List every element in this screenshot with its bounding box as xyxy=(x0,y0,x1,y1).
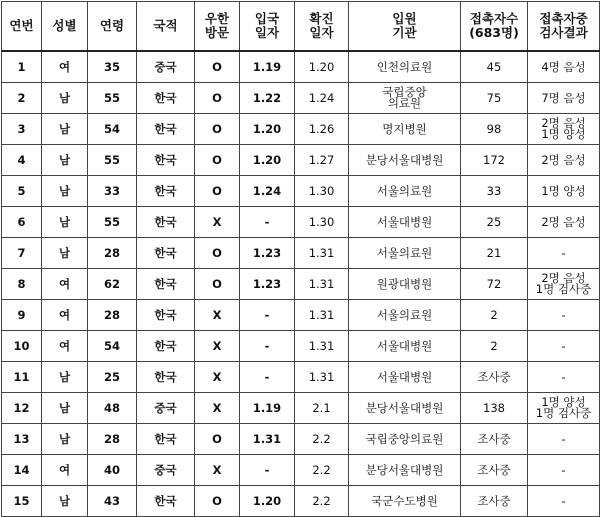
result-line: 1명 검사중 xyxy=(535,406,592,420)
cell-age: 54 xyxy=(88,114,137,145)
table-row xyxy=(2,300,600,331)
cell-wuhan-visit: O xyxy=(195,145,240,176)
cell-confirm-date: 2.1 xyxy=(295,393,349,424)
cell-contact-test-result xyxy=(528,114,600,145)
cell-hospital: 원광대병원 xyxy=(349,269,461,300)
table-body xyxy=(2,51,600,517)
cell-sex: 여 xyxy=(42,51,88,83)
cell-wuhan-visit: X xyxy=(195,300,240,331)
hospital-line: 국립중앙 xyxy=(382,85,427,99)
table-row xyxy=(2,238,600,269)
cell-nationality: 한국 xyxy=(137,424,195,455)
cell-entry-date: - xyxy=(240,362,295,393)
cell-no: 4 xyxy=(2,145,42,176)
cell-nationality: 중국 xyxy=(137,51,195,83)
cell-confirm-date: 1.26 xyxy=(295,114,349,145)
header-wuhan-visit xyxy=(195,2,240,52)
result-line: 2명 음성 xyxy=(541,116,586,130)
cell-entry-date: 1.19 xyxy=(240,51,295,83)
cell-sex: 남 xyxy=(42,145,88,176)
cell-contact-count: 조사중 xyxy=(461,486,528,517)
cell-sex: 남 xyxy=(42,114,88,145)
cell-contact-test-result xyxy=(528,424,600,455)
result-line: 1명 양성 xyxy=(541,184,586,198)
header-line: 기관 xyxy=(392,25,417,40)
cell-hospital: 서울의료원 xyxy=(349,176,461,207)
result-line: - xyxy=(561,494,566,508)
cell-hospital: 분당서울대병원 xyxy=(349,145,461,176)
cell-contact-count: 98 xyxy=(461,114,528,145)
cell-contact-count: 조사중 xyxy=(461,455,528,486)
cell-age: 28 xyxy=(88,424,137,455)
header-line: 확진 xyxy=(309,11,334,26)
result-line: 7명 음성 xyxy=(541,91,586,105)
cell-no: 9 xyxy=(2,300,42,331)
cell-contact-test-result xyxy=(528,145,600,176)
cell-contact-count: 138 xyxy=(461,393,528,424)
header-entry-date xyxy=(240,2,295,52)
table-row xyxy=(2,362,600,393)
cell-no: 8 xyxy=(2,269,42,300)
cell-nationality: 한국 xyxy=(137,114,195,145)
header-line: 접촉자수 xyxy=(469,11,519,26)
table-row xyxy=(2,331,600,362)
result-line: 2명 음성 xyxy=(541,271,586,285)
cell-no: 7 xyxy=(2,238,42,269)
cell-entry-date: 1.24 xyxy=(240,176,295,207)
cell-hospital: 서울의료원 xyxy=(349,300,461,331)
cell-wuhan-visit: O xyxy=(195,238,240,269)
result-line: - xyxy=(561,432,566,446)
cell-contact-count: 72 xyxy=(461,269,528,300)
result-line: - xyxy=(561,246,566,260)
cell-no: 14 xyxy=(2,455,42,486)
table-row xyxy=(2,269,600,300)
result-line: 2명 음성 xyxy=(541,153,586,167)
header-no xyxy=(2,2,42,52)
table-row xyxy=(2,486,600,517)
cell-confirm-date: 1.31 xyxy=(295,238,349,269)
cell-confirm-date: 1.30 xyxy=(295,207,349,238)
cell-nationality: 한국 xyxy=(137,269,195,300)
table-row xyxy=(2,207,600,238)
table-row xyxy=(2,176,600,207)
cell-nationality: 한국 xyxy=(137,238,195,269)
cell-age: 54 xyxy=(88,331,137,362)
cell-entry-date: 1.20 xyxy=(240,486,295,517)
header-line: 우한 xyxy=(204,11,230,26)
cell-confirm-date: 1.24 xyxy=(295,83,349,114)
confirmed-cases-table xyxy=(1,1,600,517)
cell-nationality: 한국 xyxy=(137,331,195,362)
cell-no: 6 xyxy=(2,207,42,238)
cell-entry-date: 1.19 xyxy=(240,393,295,424)
header-line: 일자 xyxy=(309,25,334,40)
cell-hospital xyxy=(349,83,461,114)
table-row xyxy=(2,145,600,176)
cell-wuhan-visit: O xyxy=(195,114,240,145)
cell-confirm-date: 1.31 xyxy=(295,300,349,331)
header-confirm-date xyxy=(295,2,349,52)
cell-contact-test-result xyxy=(528,51,600,83)
cell-confirm-date: 2.2 xyxy=(295,424,349,455)
cell-sex: 남 xyxy=(42,362,88,393)
cell-contact-test-result xyxy=(528,455,600,486)
cell-contact-test-result xyxy=(528,486,600,517)
cell-confirm-date: 1.31 xyxy=(295,331,349,362)
table-row xyxy=(2,455,600,486)
header-line: 방문 xyxy=(204,25,230,40)
cell-hospital: 서울대병원 xyxy=(349,207,461,238)
cell-entry-date: 1.20 xyxy=(240,145,295,176)
cell-entry-date: - xyxy=(240,207,295,238)
table-row xyxy=(2,393,600,424)
table-header xyxy=(2,2,600,52)
result-line: 1명 양성 xyxy=(541,127,586,141)
cell-nationality: 중국 xyxy=(137,393,195,424)
cell-sex: 남 xyxy=(42,207,88,238)
cell-sex: 남 xyxy=(42,393,88,424)
header-line: 성별 xyxy=(52,18,77,33)
header-line: 연령 xyxy=(99,18,125,33)
cell-contact-test-result xyxy=(528,83,600,114)
cell-sex: 여 xyxy=(42,300,88,331)
cell-contact-test-result xyxy=(528,269,600,300)
cell-contact-test-result xyxy=(528,300,600,331)
cell-nationality: 한국 xyxy=(137,486,195,517)
cell-contact-count: 조사중 xyxy=(461,362,528,393)
header-nationality xyxy=(137,2,195,52)
cell-age: 48 xyxy=(88,393,137,424)
header-line: 입원 xyxy=(392,11,417,26)
cell-age: 55 xyxy=(88,207,137,238)
cell-sex: 여 xyxy=(42,331,88,362)
cell-hospital: 국군수도병원 xyxy=(349,486,461,517)
cell-entry-date: - xyxy=(240,300,295,331)
cell-age: 28 xyxy=(88,238,137,269)
header-sex xyxy=(42,2,88,52)
table-row xyxy=(2,83,600,114)
cell-wuhan-visit: X xyxy=(195,455,240,486)
cell-entry-date: 1.22 xyxy=(240,83,295,114)
cell-no: 12 xyxy=(2,393,42,424)
cell-sex: 남 xyxy=(42,176,88,207)
cell-hospital: 분당서울대병원 xyxy=(349,455,461,486)
result-line: 2명 음성 xyxy=(541,215,586,229)
cell-no: 13 xyxy=(2,424,42,455)
cell-entry-date: 1.23 xyxy=(240,238,295,269)
cell-hospital: 분당서울대병원 xyxy=(349,393,461,424)
header-line: 일자 xyxy=(254,25,280,40)
cell-contact-count: 2 xyxy=(461,331,528,362)
cell-sex: 남 xyxy=(42,486,88,517)
cell-hospital: 명지병원 xyxy=(349,114,461,145)
cell-contact-test-result xyxy=(528,393,600,424)
cell-wuhan-visit: O xyxy=(195,176,240,207)
cell-age: 55 xyxy=(88,145,137,176)
header-line: 연번 xyxy=(9,18,34,33)
header-hospital xyxy=(349,2,461,52)
cell-hospital: 인천의료원 xyxy=(349,51,461,83)
header-line: 입국 xyxy=(254,11,280,26)
cell-sex: 남 xyxy=(42,238,88,269)
cell-entry-date: - xyxy=(240,455,295,486)
table-row xyxy=(2,114,600,145)
cell-confirm-date: 1.31 xyxy=(295,269,349,300)
cell-age: 43 xyxy=(88,486,137,517)
cell-wuhan-visit: X xyxy=(195,331,240,362)
cell-hospital: 국립중앙의료원 xyxy=(349,424,461,455)
cell-nationality: 한국 xyxy=(137,207,195,238)
cell-confirm-date: 2.2 xyxy=(295,455,349,486)
cell-confirm-date: 1.31 xyxy=(295,362,349,393)
header-line: 국적 xyxy=(153,18,178,33)
result-line: - xyxy=(561,463,566,477)
cell-no: 15 xyxy=(2,486,42,517)
cell-contact-test-result xyxy=(528,331,600,362)
cell-wuhan-visit: X xyxy=(195,362,240,393)
cell-wuhan-visit: O xyxy=(195,83,240,114)
cell-no: 11 xyxy=(2,362,42,393)
cell-contact-test-result xyxy=(528,362,600,393)
result-line: 4명 음성 xyxy=(541,60,586,74)
cell-nationality: 한국 xyxy=(137,300,195,331)
cell-age: 35 xyxy=(88,51,137,83)
cell-contact-count: 21 xyxy=(461,238,528,269)
header-line: 검사결과 xyxy=(539,25,588,40)
cell-age: 28 xyxy=(88,300,137,331)
cell-no: 5 xyxy=(2,176,42,207)
cell-confirm-date: 1.27 xyxy=(295,145,349,176)
cell-nationality: 중국 xyxy=(137,455,195,486)
cell-sex: 여 xyxy=(42,269,88,300)
cell-wuhan-visit: X xyxy=(195,393,240,424)
cell-wuhan-visit: O xyxy=(195,269,240,300)
result-line: - xyxy=(561,308,566,322)
table-row xyxy=(2,424,600,455)
cell-wuhan-visit: O xyxy=(195,424,240,455)
cell-contact-count: 172 xyxy=(461,145,528,176)
cell-no: 2 xyxy=(2,83,42,114)
cell-nationality: 한국 xyxy=(137,362,195,393)
cell-contact-count: 75 xyxy=(461,83,528,114)
header-contact-count xyxy=(461,2,528,52)
cell-confirm-date: 1.20 xyxy=(295,51,349,83)
cell-sex: 여 xyxy=(42,455,88,486)
result-line: - xyxy=(561,370,566,384)
cell-hospital: 서울대병원 xyxy=(349,331,461,362)
cell-wuhan-visit: X xyxy=(195,207,240,238)
cell-confirm-date: 1.30 xyxy=(295,176,349,207)
cell-no: 10 xyxy=(2,331,42,362)
cell-wuhan-visit: O xyxy=(195,486,240,517)
cell-age: 25 xyxy=(88,362,137,393)
cell-age: 40 xyxy=(88,455,137,486)
result-line: 1명 검사중 xyxy=(535,282,592,296)
cell-sex: 남 xyxy=(42,83,88,114)
header-line: (683명) xyxy=(469,25,519,40)
cell-entry-date: 1.20 xyxy=(240,114,295,145)
result-line: 1명 양성 xyxy=(541,395,586,409)
cell-entry-date: 1.23 xyxy=(240,269,295,300)
cell-nationality: 한국 xyxy=(137,145,195,176)
cell-contact-count: 조사중 xyxy=(461,424,528,455)
header-contact-test-result xyxy=(528,2,600,52)
cell-confirm-date: 2.2 xyxy=(295,486,349,517)
cell-hospital: 서울의료원 xyxy=(349,238,461,269)
cell-contact-test-result xyxy=(528,238,600,269)
cell-entry-date: 1.31 xyxy=(240,424,295,455)
hospital-line: 의료원 xyxy=(387,96,422,110)
cell-contact-test-result xyxy=(528,176,600,207)
cell-contact-test-result xyxy=(528,207,600,238)
cell-hospital: 서울대병원 xyxy=(349,362,461,393)
header-row xyxy=(2,2,600,52)
table-row xyxy=(2,51,600,83)
cell-contact-count: 25 xyxy=(461,207,528,238)
cell-no: 1 xyxy=(2,51,42,83)
cell-sex: 남 xyxy=(42,424,88,455)
cell-nationality: 한국 xyxy=(137,176,195,207)
cell-age: 33 xyxy=(88,176,137,207)
cell-contact-count: 2 xyxy=(461,300,528,331)
cell-age: 55 xyxy=(88,83,137,114)
cell-contact-count: 45 xyxy=(461,51,528,83)
cell-entry-date: - xyxy=(240,331,295,362)
header-age xyxy=(88,2,137,52)
cell-contact-count: 33 xyxy=(461,176,528,207)
header-line: 접촉자중 xyxy=(539,11,588,26)
cell-nationality: 한국 xyxy=(137,83,195,114)
cell-wuhan-visit: O xyxy=(195,51,240,83)
cell-age: 62 xyxy=(88,269,137,300)
result-line: - xyxy=(561,339,566,353)
cell-no: 3 xyxy=(2,114,42,145)
